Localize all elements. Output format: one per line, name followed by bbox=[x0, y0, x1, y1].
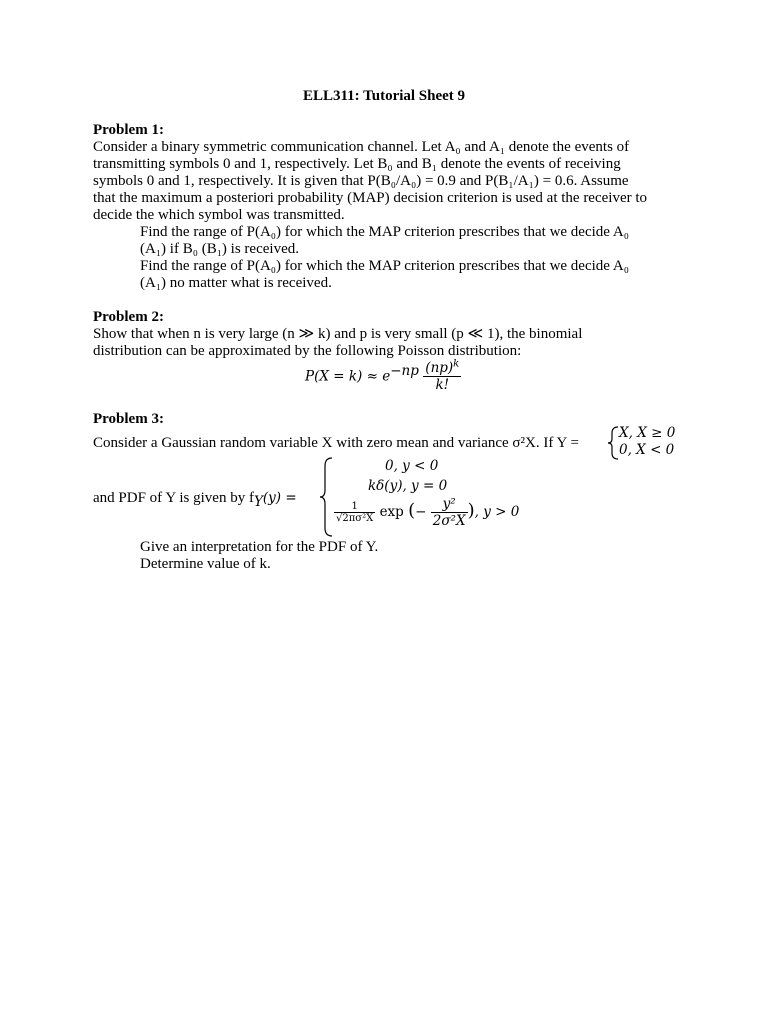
problem-1-heading: Problem 1: bbox=[93, 122, 164, 138]
pdf-brace bbox=[318, 456, 334, 538]
problem-1-line-2: transmitting symbols 0 and 1, respectively. Let B₀ and B₁ denote the events of receiving bbox=[93, 156, 621, 172]
problem-1-item-1 bbox=[140, 224, 675, 258]
problem-1-item-1-line-2: (A₁) if B₀ (B₁) is received. bbox=[140, 241, 299, 257]
problem-1-line-5: decide the which symbol was transmitted. bbox=[93, 207, 345, 223]
poisson-fraction bbox=[423, 360, 461, 393]
pdf-case-3-fraction bbox=[334, 501, 375, 524]
problem-2-line-1: Show that when n is very large (n ≫ k) and p is very small (p ≪ 1), the binomial bbox=[93, 326, 583, 342]
problem-2-heading: Problem 2: bbox=[93, 309, 164, 325]
pdf-case-3-inner-fraction bbox=[431, 496, 468, 529]
pdf-intro bbox=[93, 490, 333, 510]
page-title: ELL311: Tutorial Sheet 9 bbox=[302, 88, 466, 104]
problem-1-line-4: that the maximum a posteriori probability (MAP) decision criterion is used at the receiver to bbox=[93, 190, 648, 206]
pdf-case-1: 0, y < 0 bbox=[385, 458, 439, 474]
pdf-case-3-exp: exp bbox=[379, 504, 404, 520]
problem-1-item-2-line-2: (A₁) no matter what is received. bbox=[140, 275, 332, 291]
poisson-equation bbox=[305, 360, 461, 393]
problem-1-text bbox=[93, 139, 675, 224]
poisson-exponent: −np bbox=[390, 362, 419, 379]
pdf-case-2: kδ(y), y = 0 bbox=[368, 478, 448, 494]
pdf-case-3-paren-open: ( bbox=[408, 500, 416, 521]
poisson-denominator: k! bbox=[435, 377, 450, 393]
y-case-2: 0, X < 0 bbox=[619, 442, 675, 458]
problem-3-item-1: Give an interpretation for the PDF of Y. bbox=[140, 539, 379, 555]
problem-3-item-2: Determine value of k. bbox=[140, 556, 271, 572]
y-definition-brace bbox=[606, 425, 620, 461]
problem-3-heading: Problem 3: bbox=[93, 411, 164, 427]
problem-3-line-1: Consider a Gaussian random variable X with zero mean and variance σ²X. If Y = bbox=[93, 435, 580, 451]
y-case-1: X, X ≥ 0 bbox=[619, 425, 676, 441]
pdf-case-3 bbox=[334, 496, 519, 529]
problem-1-item-2-line-1: Find the range of P(A₀) for which the MAP criterion prescribes that we decide A₀ bbox=[140, 258, 629, 274]
pdf-intro-text: and PDF of Y is given by f bbox=[93, 490, 254, 506]
problem-1-item-2 bbox=[140, 258, 675, 292]
pdf-case-3-inner-numerator: y² bbox=[431, 496, 468, 513]
poisson-numerator-base: (np) bbox=[425, 360, 454, 376]
poisson-numerator bbox=[423, 360, 461, 377]
problem-1-line-1: Consider a binary symmetric communication channel. Let A₀ and A₁ denote the events of bbox=[93, 139, 630, 155]
pdf-case-3-minus: − bbox=[415, 504, 427, 520]
pdf-case-3-condition: , y > 0 bbox=[474, 504, 520, 520]
pdf-subscript: Y bbox=[253, 494, 263, 510]
pdf-case-3-numerator: 1 bbox=[334, 501, 375, 513]
pdf-case-3-inner-denominator: 2σ²X bbox=[432, 513, 466, 529]
problem-1-line-3: symbols 0 and 1, respectively. It is given that P(B₀/A₀) = 0.9 and P(B₁/A₁) = 0.6. Assume bbox=[93, 173, 629, 189]
poisson-lhs: P(X = k) ≈ e bbox=[305, 368, 391, 385]
problem-1-item-1-line-1: Find the range of P(A₀) for which the MAP criterion prescribes that we decide A₀ bbox=[140, 224, 629, 240]
problem-2-line-2: distribution can be approximated by the following Poisson distribution: bbox=[93, 343, 522, 359]
pdf-case-3-denominator: √2πσ²X bbox=[336, 513, 374, 524]
pdf-case-3-paren-close: ) bbox=[467, 500, 475, 521]
poisson-numerator-exp: k bbox=[453, 358, 460, 370]
problem-2-text bbox=[93, 326, 675, 360]
pdf-argument: (y) = bbox=[262, 490, 297, 506]
